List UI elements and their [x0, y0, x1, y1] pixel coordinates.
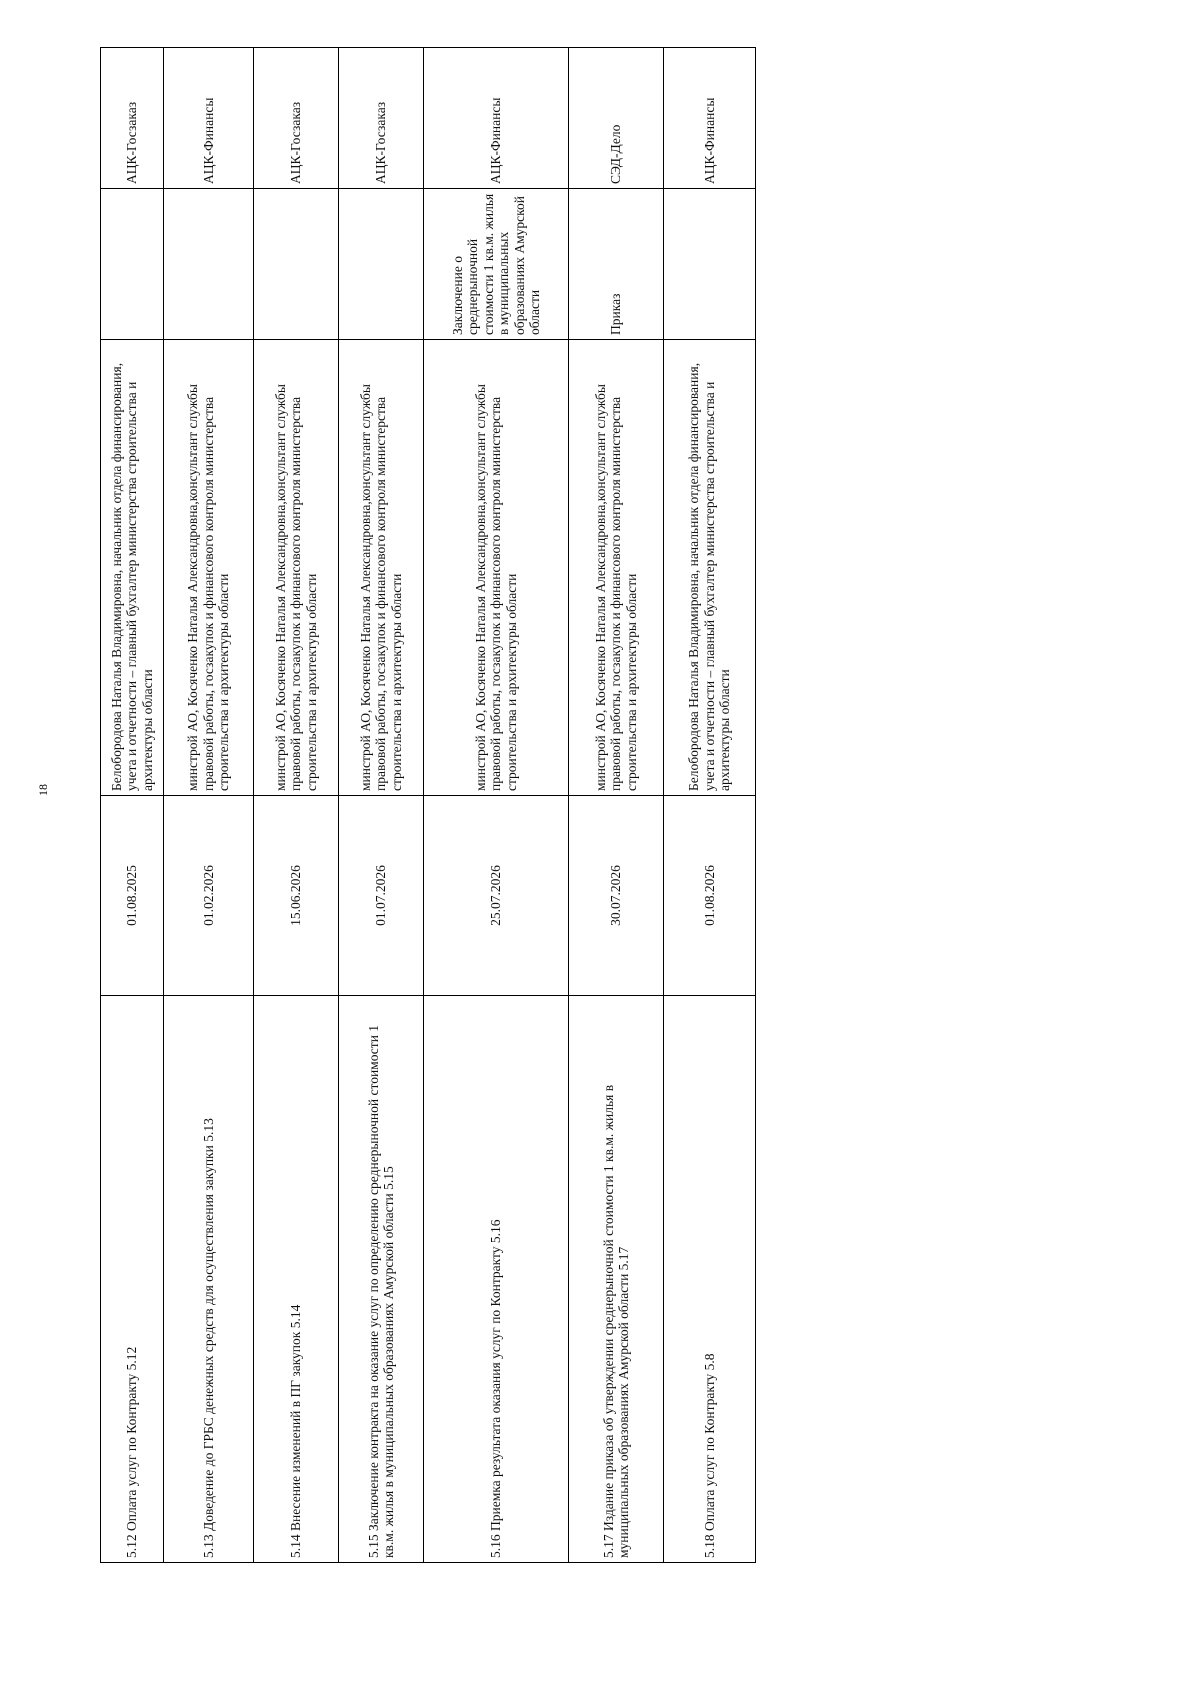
responsible-cell: Белобородова Наталья Владимировна, начальник отдела финансирования, учета и отчетности – главный бухгалтер министерства строительства и архитектуры области: [664, 340, 756, 796]
deadline-cell: 15.06.2026: [254, 796, 339, 996]
plan-table: [100, 47, 756, 1563]
table-row: [101, 48, 164, 1563]
system-cell: АЦК-Финансы: [664, 48, 756, 189]
system-cell: СЭД-Дело: [569, 48, 664, 189]
task-name-cell: 5.18 Оплата услуг по Контракту 5.8: [664, 996, 756, 1563]
task-name-cell: 5.17 Издание приказа об утверждении среднерыночной стоимости 1 кв.м. жилья в муниципальных образованиях Амурской области 5.17: [569, 996, 664, 1563]
deadline-cell: 30.07.2026: [569, 796, 664, 996]
table-row: [424, 48, 569, 1563]
responsible-cell: минстрой АО, Косяченко Наталья Александровна,консультант службы правовой работы, госзакупок и финансового контроля министерства строительства и архитектуры области: [254, 340, 339, 796]
table-row: [254, 48, 339, 1563]
page-number: 18: [36, 784, 50, 796]
table-row: [569, 48, 664, 1563]
deadline-cell: 01.02.2026: [164, 796, 254, 996]
document-cell: [101, 189, 164, 340]
document-cell: [339, 189, 424, 340]
task-name-cell: 5.13 Доведение до ГРБС денежных средств для осуществления закупки 5.13: [164, 996, 254, 1563]
responsible-cell: минстрой АО, Косяченко Наталья Александровна,консультант службы правовой работы, госзакупок и финансового контроля министерства строительства и архитектуры области: [164, 340, 254, 796]
document-cell: [664, 189, 756, 340]
task-name-cell: 5.12 Оплата услуг по Контракту 5.12: [101, 996, 164, 1563]
deadline-cell: 01.08.2025: [101, 796, 164, 996]
system-cell: АЦК-Финансы: [424, 48, 569, 189]
deadline-cell: 25.07.2026: [424, 796, 569, 996]
table-row: [339, 48, 424, 1563]
deadline-cell: 01.08.2026: [664, 796, 756, 996]
responsible-cell: минстрой АО, Косяченко Наталья Александровна,консультант службы правовой работы, госзакупок и финансового контроля министерства строительства и архитектуры области: [339, 340, 424, 796]
responsible-cell: Белобородова Наталья Владимировна, начальник отдела финансирования, учета и отчетности – главный бухгалтер министерства строительства и архитектуры области: [101, 340, 164, 796]
system-cell: АЦК-Финансы: [164, 48, 254, 189]
task-name-cell: 5.14 Внесение изменений в ПГ закупок 5.14: [254, 996, 339, 1563]
task-name-cell: 5.15 Заключение контракта на оказание услуг по определению среднерыночной стоимости 1 кв.м. жилья в муниципальных образованиях Амурской области 5.15: [339, 996, 424, 1563]
task-name-cell: 5.16 Приемка результата оказания услуг по Контракту 5.16: [424, 996, 569, 1563]
table-row: [164, 48, 254, 1563]
system-cell: АЦК-Госзаказ: [101, 48, 164, 189]
responsible-cell: минстрой АО, Косяченко Наталья Александровна,консультант службы правовой работы, госзакупок и финансового контроля министерства строительства и архитектуры области: [569, 340, 664, 796]
document-cell: [254, 189, 339, 340]
document-cell: [164, 189, 254, 340]
document-cell: Заключение о среднерыночной стоимости 1 кв.м. жилья в муниципальных образованиях Амурской области: [424, 189, 569, 340]
document-cell: Приказ: [569, 189, 664, 340]
system-cell: АЦК-Госзаказ: [254, 48, 339, 189]
table-row: [664, 48, 756, 1563]
deadline-cell: 01.07.2026: [339, 796, 424, 996]
rotated-table-container: [100, 48, 755, 1563]
system-cell: АЦК-Госзаказ: [339, 48, 424, 189]
responsible-cell: минстрой АО, Косяченко Наталья Александровна,консультант службы правовой работы, госзакупок и финансового контроля министерства строительства и архитектуры области: [424, 340, 569, 796]
